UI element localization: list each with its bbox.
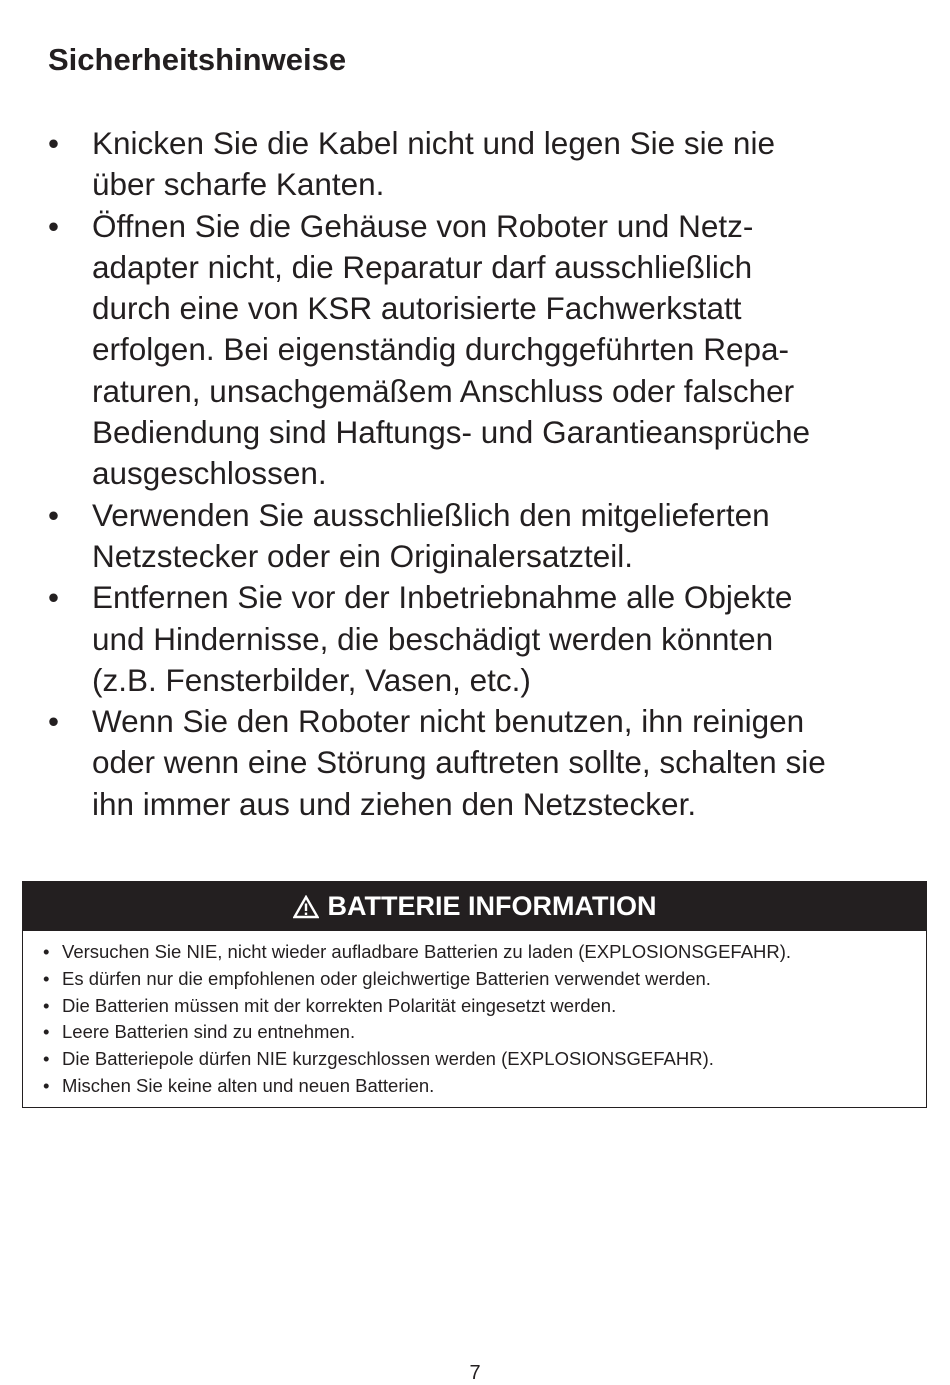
safety-item-line: raturen, unsachgemäßem Anschluss oder falscher [92,372,795,409]
safety-item-line: Netzstecker oder ein Originalersatzteil. [92,537,633,574]
safety-item-line: (z.B. Fensterbilder, Vasen, etc.) [92,661,531,698]
safety-item-line: Bediendung sind Haftungs- und Garantieansprüche [92,414,810,451]
safety-item-line: ausgeschlossen. [92,455,327,492]
bullet: • [43,994,50,1016]
safety-item-line: über scharfe Kanten. [92,166,385,203]
warning-triangle-icon [293,895,319,919]
battery-information-list [43,939,791,1100]
battery-item [43,1046,791,1073]
bullet: • [48,125,60,161]
safety-item [48,495,918,578]
battery-item-text: Leere Batterien sind zu entnehmen. [62,1021,356,1043]
safety-instructions-list [48,123,918,825]
battery-item-text: Versuchen Sie NIE, nicht wieder aufladbare Batterien zu laden (EXPLOSIONSGEFAHR). [62,941,792,962]
battery-item-text: Mischen Sie keine alten und neuen Batterien. [62,1074,435,1096]
battery-information-header [23,882,926,931]
safety-item [48,206,918,495]
bullet: • [48,703,60,740]
safety-item-line: adapter nicht, die Reparatur darf ausschließlich [92,248,753,285]
safety-item-line: und Hindernisse, die beschädigt werden könnten [92,620,774,657]
safety-item-line: Knicken Sie die Kabel nicht und legen Sie sie nie [92,125,775,161]
safety-item-line: Entfernen Sie vor der Inbetriebnahme alle Objekte [92,579,793,616]
safety-item-line: Wenn Sie den Roboter nicht benutzen, ihn reinigen [92,703,805,740]
battery-item-text: Die Batteriepole dürfen NIE kurzgeschlossen werden (EXPLOSIONSGEFAHR). [62,1048,714,1070]
bullet: • [48,207,60,244]
safety-item-line: ihn immer aus und ziehen den Netzstecker. [92,785,697,822]
safety-item-line: Öffnen Sie die Gehäuse von Roboter und Netz- [92,207,754,244]
safety-item-line: Verwenden Sie ausschließlich den mitgelieferten [92,496,770,533]
safety-item [48,701,918,825]
safety-item [48,577,918,701]
safety-item [48,123,918,206]
safety-item-line: oder wenn eine Störung auftreten sollte, schalten sie [92,744,826,781]
safety-item-line: erfolgen. Bei eigenständig durchggeführten Repa- [92,331,789,368]
safety-item-line: durch eine von KSR autorisierte Fachwerkstatt [92,290,742,327]
battery-information-box [22,881,927,1108]
bullet: • [43,1048,50,1070]
battery-item [43,1073,791,1100]
battery-item [43,966,791,993]
battery-item [43,993,791,1020]
page-number: 7 [469,1362,481,1384]
battery-item [43,939,791,966]
battery-information-title: BATTERIE INFORMATION [327,891,657,921]
bullet: • [48,496,60,533]
battery-item [43,1019,791,1046]
bullet: • [48,579,60,616]
bullet: • [43,1074,50,1096]
bullet: • [43,967,50,989]
bullet: • [43,941,50,962]
battery-item-text: Es dürfen nur die empfohlenen oder gleichwertige Batterien verwendet werden. [62,967,711,989]
page-title: Sicherheitshinweise [48,42,347,77]
battery-item-text: Die Batterien müssen mit der korrekten Polarität eingesetzt werden. [62,994,617,1016]
bullet: • [43,1021,50,1043]
